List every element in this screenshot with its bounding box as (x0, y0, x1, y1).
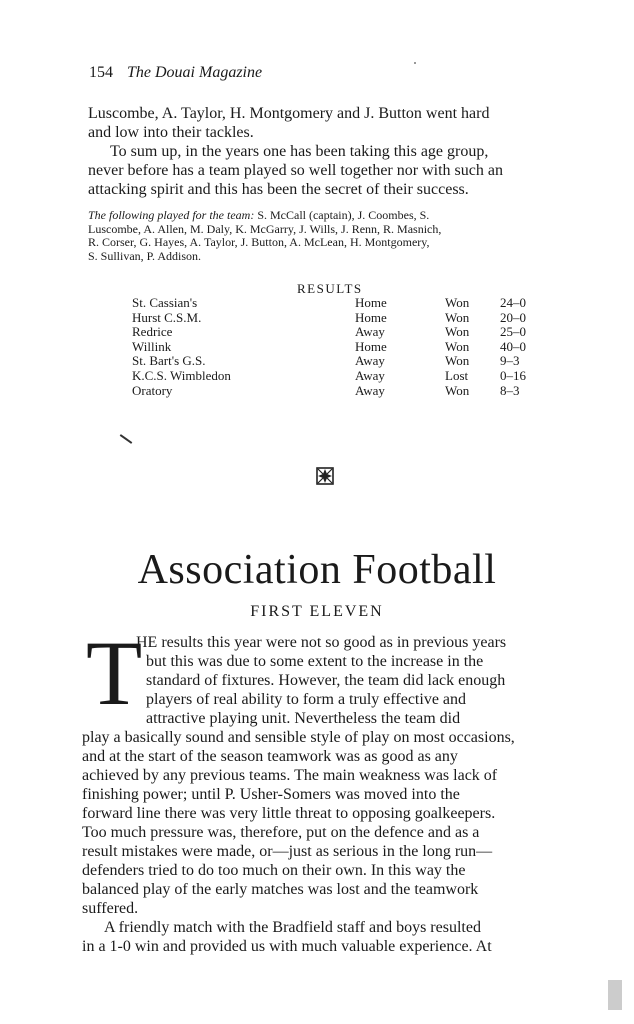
text-line: and at the start of the season teamwork was as good as any (82, 748, 458, 765)
results-score: 9–3 (500, 353, 520, 369)
text-line: To sum up, in the years one has been taking this age group, (110, 143, 489, 160)
results-outcome: Won (445, 338, 470, 354)
results-score: 24–0 (500, 295, 526, 310)
text-line: balanced play of the early matches was lost and the teamwork (82, 881, 479, 898)
football-paragraph (82, 728, 592, 956)
rugby-continuation-paragraph (88, 104, 588, 142)
results-table (132, 296, 552, 398)
results-row (132, 340, 552, 355)
results-team: Hurst C.S.M. (132, 309, 202, 325)
section-title: Association Football (137, 547, 497, 593)
text-line: finishing power; until P. Usher-Somers was moved into the (82, 786, 460, 803)
results-team: Redrice (132, 324, 173, 340)
text-line: defenders tried to do too much on their own. In this way the (82, 862, 466, 879)
section-subtitle: FIRST ELEVEN (250, 603, 384, 620)
results-score: 20–0 (500, 309, 526, 325)
text-line: forward line there was very little threat to opposing goalkeepers. (82, 805, 496, 822)
drop-cap: T (86, 622, 143, 724)
text-line: Too much pressure was, therefore, put on the defence and as a (82, 824, 480, 841)
results-row (132, 369, 552, 384)
football-intro-lines (136, 633, 586, 728)
text-line: HE results this year were not so good as in previous years (136, 634, 507, 651)
results-row (132, 384, 552, 399)
results-score: 8–3 (500, 382, 520, 398)
team-list-intro: The following played for the team: (88, 208, 255, 222)
results-row (132, 296, 552, 311)
text-line: in a 1-0 win and provided us with much valuable experience. At (82, 938, 492, 955)
results-score: 0–16 (500, 367, 526, 383)
results-row (132, 311, 552, 326)
team-list-line: Luscombe, A. Allen, M. Daly, K. McGarry, J. Wills, J. Renn, R. Masnich, (88, 221, 442, 236)
results-outcome: Won (445, 353, 470, 369)
text-line: achieved by any previous teams. The main weakness was lack of (82, 767, 498, 784)
results-venue: Home (355, 309, 387, 325)
results-outcome: Won (445, 324, 470, 340)
text-line: A friendly match with the Bradfield staff and boys resulted (104, 919, 481, 936)
team-list (88, 209, 588, 263)
running-head (89, 64, 262, 82)
magazine-title: The Douai Magazine (127, 64, 263, 81)
text-line: players of real ability to form a truly effective and (146, 691, 467, 708)
scan-speck (414, 62, 416, 64)
results-outcome: Won (445, 309, 470, 325)
results-outcome: Lost (445, 367, 469, 383)
text-line: attacking spirit and this has been the secret of their success. (88, 181, 469, 198)
stray-mark (120, 434, 133, 444)
summary-paragraph (88, 142, 588, 199)
text-line: result mistakes were made, or—just as serious in the long run— (82, 843, 493, 860)
text-line: and low into their tackles. (88, 124, 254, 141)
results-score: 40–0 (500, 338, 526, 354)
results-row (132, 354, 552, 369)
results-venue: Home (355, 295, 387, 310)
results-venue: Home (355, 338, 387, 354)
results-heading: RESULTS (297, 281, 363, 296)
results-venue: Away (355, 382, 385, 398)
results-outcome: Won (445, 295, 470, 310)
team-list-names: S. McCall (captain), J. Coombes, S. (254, 208, 430, 222)
team-list-line: S. Sullivan, P. Addison. (88, 248, 202, 263)
page-number: 154 (89, 64, 113, 81)
results-venue: Away (355, 367, 385, 383)
results-score: 25–0 (500, 324, 526, 340)
cross-ornament-icon (315, 466, 335, 486)
results-team: K.C.S. Wimbledon (132, 367, 231, 383)
text-line: but this was due to some extent to the increase in the (146, 653, 484, 670)
results-venue: Away (355, 353, 385, 369)
team-list-line (88, 209, 588, 223)
results-team: St. Cassian's (132, 295, 198, 310)
text-line: attractive playing unit. Nevertheless the team did (146, 710, 461, 727)
text-line: Luscombe, A. Taylor, H. Montgomery and J. Button went hard (88, 105, 490, 122)
text-line: suffered. (82, 900, 139, 917)
results-venue: Away (355, 324, 385, 340)
results-team: Willink (132, 338, 172, 354)
results-team: Oratory (132, 382, 173, 398)
team-list-line: R. Corser, G. Hayes, A. Taylor, J. Button, A. McLean, H. Montgomery, (88, 235, 430, 249)
results-row (132, 325, 552, 340)
text-line: standard of fixtures. However, the team did lack enough (146, 672, 506, 689)
text-line: play a basically sound and sensible style of play on most occasions, (82, 729, 515, 746)
text-line: never before has a team played so well together nor with such an (88, 162, 503, 179)
results-team: St. Bart's G.S. (132, 353, 206, 369)
scan-speck (608, 980, 622, 1010)
results-outcome: Won (445, 382, 470, 398)
